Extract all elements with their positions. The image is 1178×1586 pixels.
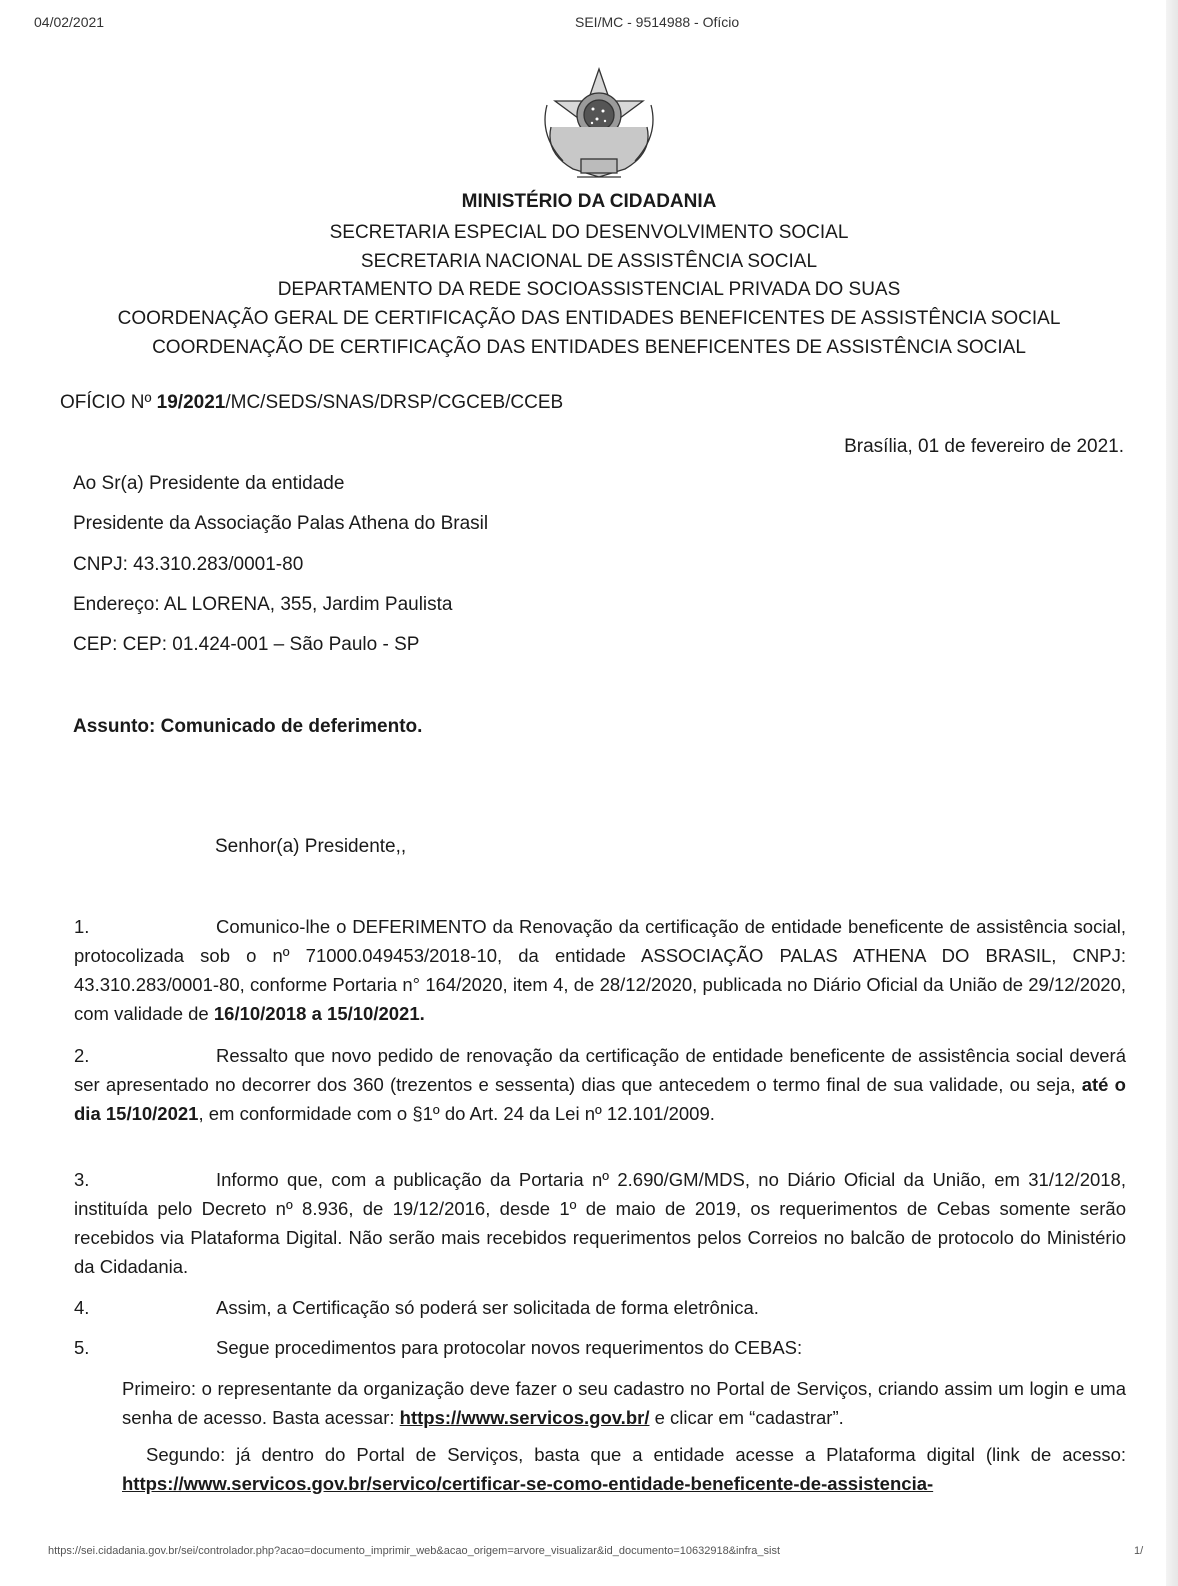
institution-line: COORDENAÇÃO GERAL DE CERTIFICAÇÃO DAS ENTIDADES BENEFICENTES DE ASSISTÊNCIA SOCIAL: [117, 308, 1061, 329]
print-page-number: 1/: [1134, 1545, 1144, 1557]
step-text: e clicar em “cadastrar”.: [649, 1407, 844, 1428]
addressee-line: Presidente da Associação Palas Athena do Brasil: [73, 513, 489, 534]
paragraph-text: Ressalto que novo pedido de renovação da certificação de entidade beneficente de assistência social deverá ser apresentado no decorrer dos 360 (trezentos e sessenta) dias que antecedem o termo final de sua validade, ou seja,: [74, 1045, 1126, 1095]
institution-line: COORDENAÇÃO DE CERTIFICAÇÃO DAS ENTIDADES BENEFICENTES DE ASSISTÊNCIA SOCIAL: [152, 337, 1026, 358]
paragraph-number: 5.: [74, 1337, 90, 1358]
paragraph-number: 3.: [74, 1169, 90, 1190]
paragraph-3: [74, 1165, 1126, 1281]
coat-of-arms-icon: [537, 65, 661, 185]
paragraph-2: [74, 1041, 1126, 1128]
paragraph-5: [74, 1333, 1126, 1362]
step-second: [122, 1440, 1126, 1498]
paragraph-number: 1.: [74, 916, 90, 937]
print-doc-ref: SEI/MC - 9514988 - Ofício: [575, 14, 740, 30]
step-first: [122, 1374, 1126, 1432]
portal-link[interactable]: https://www.servicos.gov.br/: [399, 1407, 650, 1428]
paragraph-text: Segue procedimentos para protocolar novos requerimentos do CEBAS:: [216, 1337, 803, 1358]
institution-line: SECRETARIA ESPECIAL DO DESENVOLVIMENTO SOCIAL: [329, 222, 849, 243]
paragraph-4: [74, 1293, 1126, 1322]
oficio-prefix: OFÍCIO Nº: [60, 392, 157, 413]
deadline-date: até o dia 15/10/2021: [74, 1074, 1126, 1124]
paragraph-text: Comunico-lhe o DEFERIMENTO da Renovação da certificação de entidade beneficente de assistência social, protocolizada sob o nº 71000.049453/2018-10, da entidade ASSOCIAÇÃO PALAS ATHENA DO BRASIL, CNPJ: 43.310.283/0001-80, conforme Portaria n° 164/2020, item 4, de 28/12/2020, publicada no Diário Oficial da União de 29/12/2020, com validade de: [74, 916, 1126, 1024]
paragraph-text: , em conformidade com o §1º do Art. 24 da Lei nº 12.101/2009.: [198, 1103, 715, 1124]
paragraph-text: Informo que, com a publicação da Portaria nº 2.690/GM/MDS, no Diário Oficial da União, em 31/12/2018, instituída pelo Decreto nº 8.936, de 19/12/2016, desde 1º de maio de 2019, os requerimentos de Cebas somente serão recebidos via Plataforma Digital. Não serão mais recebidos requerimentos pelos Correios no balcão de protocolo do Ministério da Cidadania.: [74, 1169, 1126, 1277]
salutation: Senhor(a) Presidente,,: [215, 836, 407, 857]
paragraph-number: 2.: [74, 1045, 90, 1066]
institution-line: DEPARTAMENTO DA REDE SOCIOASSISTENCIAL PRIVADA DO SUAS: [277, 279, 901, 300]
addressee-line: Ao Sr(a) Presidente da entidade: [73, 473, 345, 494]
oficio-number-value: 19/2021: [156, 392, 226, 413]
place-date: Brasília, 01 de fevereiro de 2021.: [844, 436, 1124, 457]
platform-link[interactable]: https://www.servicos.gov.br/servico/certificar-se-como-entidade-beneficente-de-assistencia-: [122, 1473, 934, 1494]
paragraph-text: Assim, a Certificação só poderá ser solicitada de forma eletrônica.: [216, 1297, 759, 1318]
print-date: 04/02/2021: [34, 14, 105, 30]
paragraph-1: [74, 912, 1126, 1028]
subject: Assunto: Comunicado de deferimento.: [73, 716, 423, 737]
validity-period: 16/10/2018 a 15/10/2021.: [213, 1003, 425, 1024]
addressee-line: CNPJ: 43.310.283/0001-80: [73, 554, 304, 575]
addressee-line: CEP: CEP: 01.424-001 – São Paulo - SP: [73, 634, 420, 655]
ministry-name: MINISTÉRIO DA CIDADANIA: [461, 191, 717, 212]
institution-line: SECRETARIA NACIONAL DE ASSISTÊNCIA SOCIAL: [360, 251, 818, 272]
step-text: Segundo: já dentro do Portal de Serviços, basta que a entidade acesse a Plataforma digital (link de acesso:: [146, 1444, 1126, 1465]
print-footer-url: https://sei.cidadania.gov.br/sei/controlador.php?acao=documento_imprimir_web&acao_origem=arvore_visualizar&id_documento=10632918&infra_sist: [48, 1545, 781, 1557]
addressee-line: Endereço: AL LORENA, 355, Jardim Paulista: [73, 594, 453, 615]
oficio-number: [60, 392, 563, 414]
oficio-suffix: /MC/SEDS/SNAS/DRSP/CGCEB/CCEB: [225, 392, 564, 413]
step-text: Primeiro: o representante da organização deve fazer o seu cadastro no Portal de Serviços, criando assim um login e uma senha de acesso. Basta acessar:: [122, 1378, 1126, 1428]
paragraph-number: 4.: [74, 1297, 90, 1318]
